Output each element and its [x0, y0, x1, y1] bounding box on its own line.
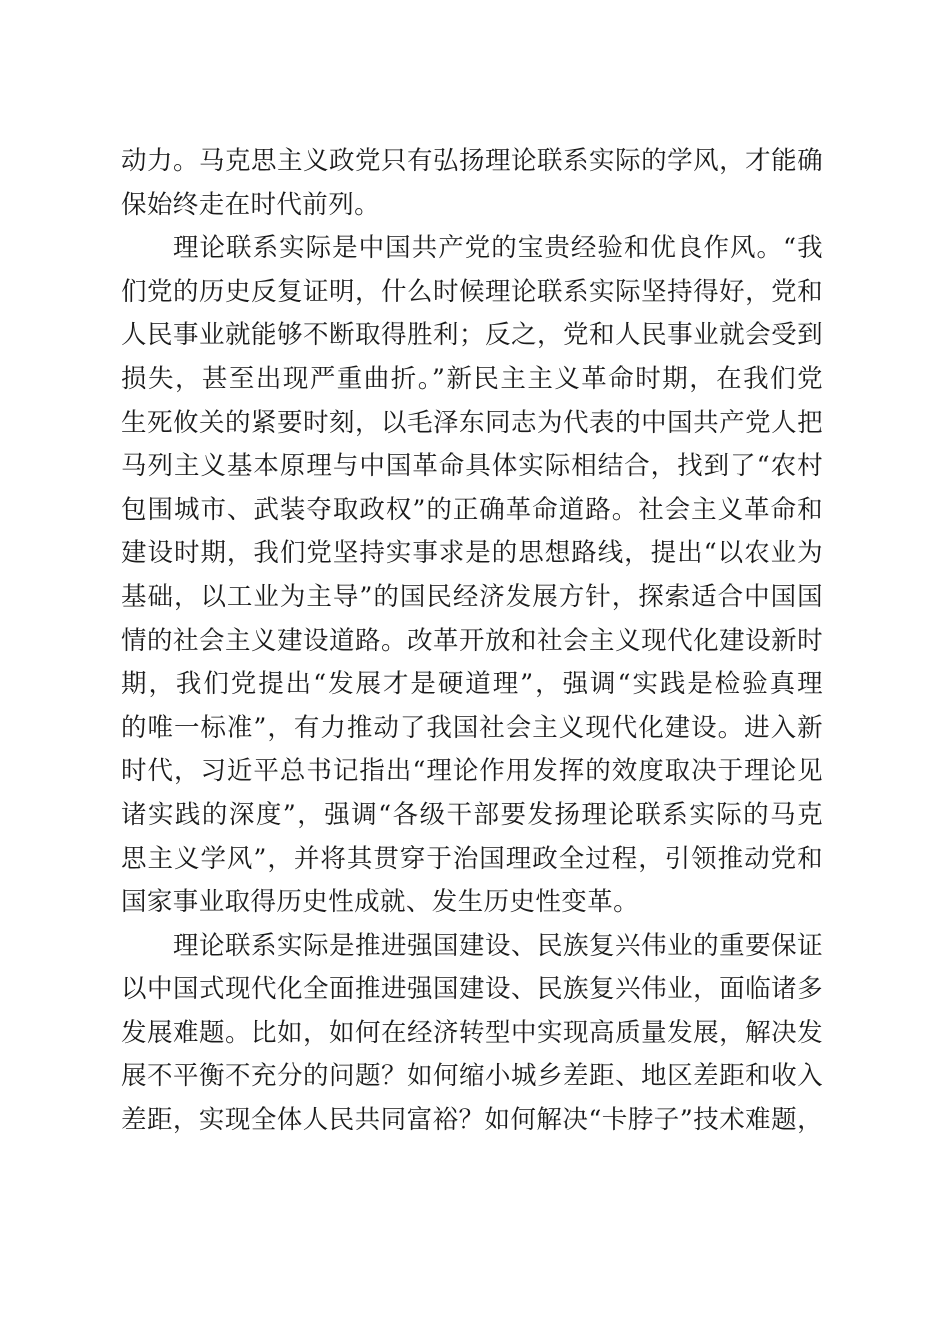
text-line: 损失，甚至出现严重曲折。”新民主主义革命时期，在我们党: [121, 363, 823, 394]
paragraph-continuation: [121, 140, 823, 227]
text-line: 的唯一标准”，有力推动了我国社会主义现代化建设。进入新: [121, 712, 823, 743]
text-line: 差距，实现全体人民共同富裕？如何解决“卡脖子”技术难题，: [121, 1105, 823, 1136]
text-line: 时代，习近平总书记指出“理论作用发挥的效度取决于理论见: [121, 756, 823, 787]
text-line: 国家事业取得历史性成就、发生历史性变革。: [121, 887, 640, 918]
text-line: 们党的历史反复证明，什么时候理论联系实际坚持得好，党和: [121, 276, 823, 307]
text-line: 以中国式现代化全面推进强国建设、民族复兴伟业，面临诸多: [121, 974, 823, 1005]
paragraph-theory-practice-party: [121, 227, 823, 925]
text-line: 理论联系实际是推进强国建设、民族复兴伟业的重要保证: [173, 930, 823, 961]
text-line: 发展难题。比如，如何在经济转型中实现高质量发展，解决发: [121, 1017, 823, 1048]
text-line: 建设时期，我们党坚持实事求是的思想路线，提出“以农业为: [121, 538, 823, 569]
text-line: 马列主义基本原理与中国革命具体实际相结合，找到了“农村: [121, 451, 823, 482]
text-line: 人民事业就能够不断取得胜利；反之，党和人民事业就会受到: [121, 320, 823, 351]
text-line: 动力。马克思主义政党只有弘扬理论联系实际的学风，才能确: [121, 146, 823, 176]
paragraph-strong-nation: [121, 925, 823, 1143]
text-line: 展不平衡不充分的问题？如何缩小城乡差距、地区差距和收入: [121, 1061, 823, 1092]
text-line: 诸实践的深度”，强调“各级干部要发扬理论联系实际的马克: [121, 799, 823, 830]
text-line: 思主义学风”，并将其贯穿于治国理政全过程，引领推动党和: [121, 843, 823, 874]
text-line: 情的社会主义建设道路。改革开放和社会主义现代化建设新时: [121, 625, 823, 656]
text-line: 保始终走在时代前列。: [121, 189, 381, 220]
text-line: 基础，以工业为主导”的国民经济发展方针，探索适合中国国: [121, 581, 823, 612]
text-line: 理论联系实际是中国共产党的宝贵经验和优良作风。“我: [173, 233, 823, 264]
text-line: 包围城市、武装夺取政权”的正确革命道路。社会主义革命和: [121, 494, 823, 525]
body-text: [121, 140, 823, 1143]
text-line: 期，我们党提出“发展才是硬道理”，强调“实践是检验真理: [121, 669, 823, 700]
text-line: 生死攸关的紧要时刻，以毛泽东同志为代表的中国共产党人把: [121, 407, 823, 438]
